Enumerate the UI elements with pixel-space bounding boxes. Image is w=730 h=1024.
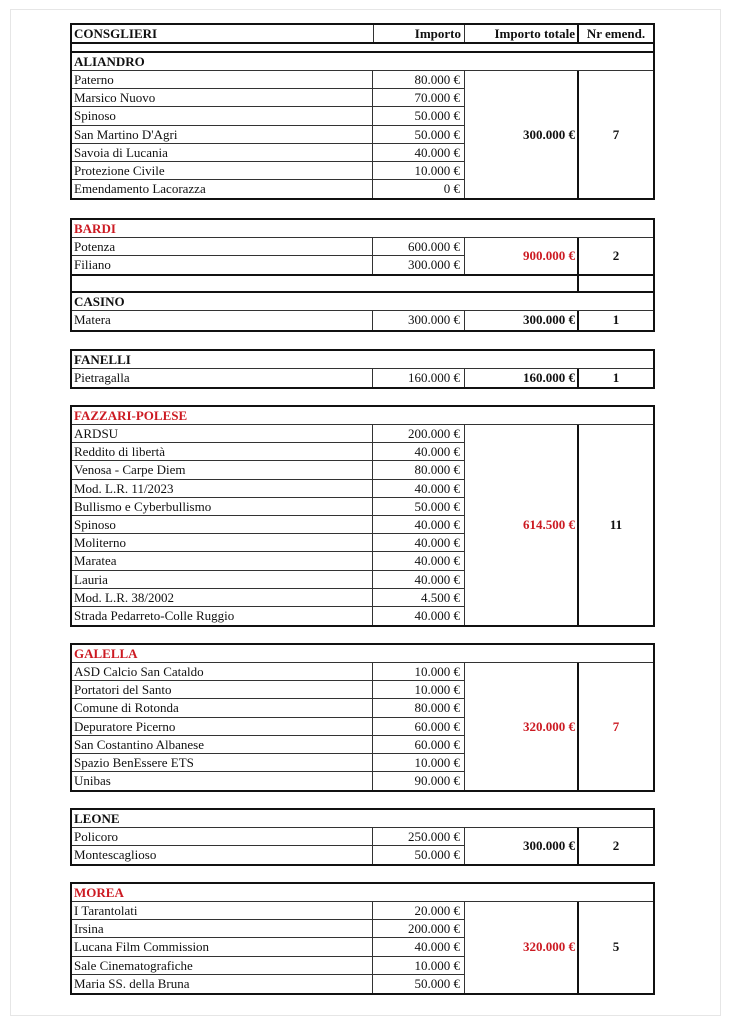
header-consiglieri: CONSGLIERI bbox=[72, 25, 374, 42]
group-total: 300.000 € bbox=[465, 311, 579, 329]
table-row: Portatori del Santo 10.000 € bbox=[72, 681, 464, 699]
group-nr-emend: 2 bbox=[612, 248, 620, 264]
table-row: Maratea 40.000 € bbox=[72, 552, 464, 570]
table-header bbox=[72, 25, 653, 44]
header-importo: Importo bbox=[374, 25, 465, 42]
table-row: Spinoso 40.000 € bbox=[72, 516, 464, 534]
group-nr-emend: 1 bbox=[612, 312, 620, 328]
table-row: Emendamento Lacorazza 0 € bbox=[72, 180, 464, 198]
spacer-row bbox=[72, 44, 653, 53]
group-total: 320.000 € bbox=[465, 663, 579, 790]
table-row: Spinoso 50.000 € bbox=[72, 107, 464, 125]
group-total: 614.500 € bbox=[465, 425, 579, 625]
table-row: I Tarantolati 20.000 € bbox=[72, 902, 464, 920]
group-nr-emend: 5 bbox=[612, 939, 620, 955]
table-galella bbox=[70, 643, 655, 792]
table-row: Savoia di Lucania 40.000 € bbox=[72, 144, 464, 162]
table-row: Potenza 600.000 € bbox=[72, 238, 464, 256]
table-row: Depuratore Picerno 60.000 € bbox=[72, 718, 464, 736]
table-row: Mod. L.R. 38/2002 4.500 € bbox=[72, 589, 464, 607]
table-row: Moliterno 40.000 € bbox=[72, 534, 464, 552]
table-row: Lucana Film Commission 40.000 € bbox=[72, 938, 464, 956]
group-title: GALELLA bbox=[72, 645, 653, 663]
group-nr-emend: 1 bbox=[612, 370, 620, 386]
table-row: Policoro 250.000 € bbox=[72, 828, 464, 846]
table-fanelli bbox=[70, 349, 655, 389]
group-title: MOREA bbox=[72, 884, 653, 902]
table-leone bbox=[70, 808, 655, 866]
table-row: Irsina 200.000 € bbox=[72, 920, 464, 938]
group-total: 300.000 € bbox=[465, 71, 579, 198]
table-fazzari-polese bbox=[70, 405, 655, 627]
table-row: Mod. L.R. 11/2023 40.000 € bbox=[72, 480, 464, 498]
header-importo-totale: Importo totale bbox=[465, 25, 579, 42]
table-row: Bullismo e Cyberbullismo 50.000 € bbox=[72, 498, 464, 516]
group-title: FAZZARI-POLESE bbox=[72, 407, 653, 425]
group-nr-emend: 7 bbox=[612, 718, 620, 734]
table-row: San Costantino Albanese 60.000 € bbox=[72, 736, 464, 754]
table-bardi-casino bbox=[70, 218, 655, 332]
table-row: Comune di Rotonda 80.000 € bbox=[72, 699, 464, 717]
group-title: BARDI bbox=[72, 220, 653, 238]
table-row: Lauria 40.000 € bbox=[72, 571, 464, 589]
table-row: Montescaglioso 50.000 € bbox=[72, 846, 464, 864]
header-nr-emend: Nr emend. bbox=[586, 26, 646, 41]
table-row: ARDSU 200.000 € bbox=[72, 425, 464, 443]
group-title: ALIANDRO bbox=[72, 53, 653, 71]
table-row: Marsico Nuovo 70.000 € bbox=[72, 89, 464, 107]
table-row: Venosa - Carpe Diem 80.000 € bbox=[72, 461, 464, 479]
table-row: Filiano 300.000 € bbox=[72, 256, 464, 274]
table-row: Reddito di libertà 40.000 € bbox=[72, 443, 464, 461]
group-total: 320.000 € bbox=[465, 902, 579, 993]
table-morea bbox=[70, 882, 655, 995]
table-row: Protezione Civile 10.000 € bbox=[72, 162, 464, 180]
group-nr-emend: 11 bbox=[609, 517, 623, 533]
group-title: CASINO bbox=[72, 293, 653, 311]
group-title: FANELLI bbox=[72, 351, 653, 369]
group-total: 160.000 € bbox=[465, 369, 579, 387]
table-row: Pietragalla 160.000 € bbox=[72, 369, 464, 387]
table-row: Sale Cinematografiche 10.000 € bbox=[72, 957, 464, 975]
group-total: 300.000 € bbox=[465, 828, 579, 864]
group-total: 900.000 € bbox=[465, 238, 579, 274]
table-row: Matera 300.000 € bbox=[72, 311, 464, 329]
table-row: Unibas 90.000 € bbox=[72, 772, 464, 790]
table-row: Strada Pedarreto-Colle Ruggio 40.000 € bbox=[72, 607, 464, 625]
table-row: Paterno 80.000 € bbox=[72, 71, 464, 89]
table-row: Maria SS. della Bruna 50.000 € bbox=[72, 975, 464, 993]
group-nr-emend: 2 bbox=[612, 838, 620, 854]
group-title: LEONE bbox=[72, 810, 653, 828]
empty-row bbox=[72, 274, 653, 293]
table-aliandro bbox=[70, 23, 655, 200]
table-row: San Martino D'Agri 50.000 € bbox=[72, 126, 464, 144]
group-nr-emend: 7 bbox=[612, 126, 620, 142]
table-row: ASD Calcio San Cataldo 10.000 € bbox=[72, 663, 464, 681]
table-row: Spazio BenEssere ETS 10.000 € bbox=[72, 754, 464, 772]
